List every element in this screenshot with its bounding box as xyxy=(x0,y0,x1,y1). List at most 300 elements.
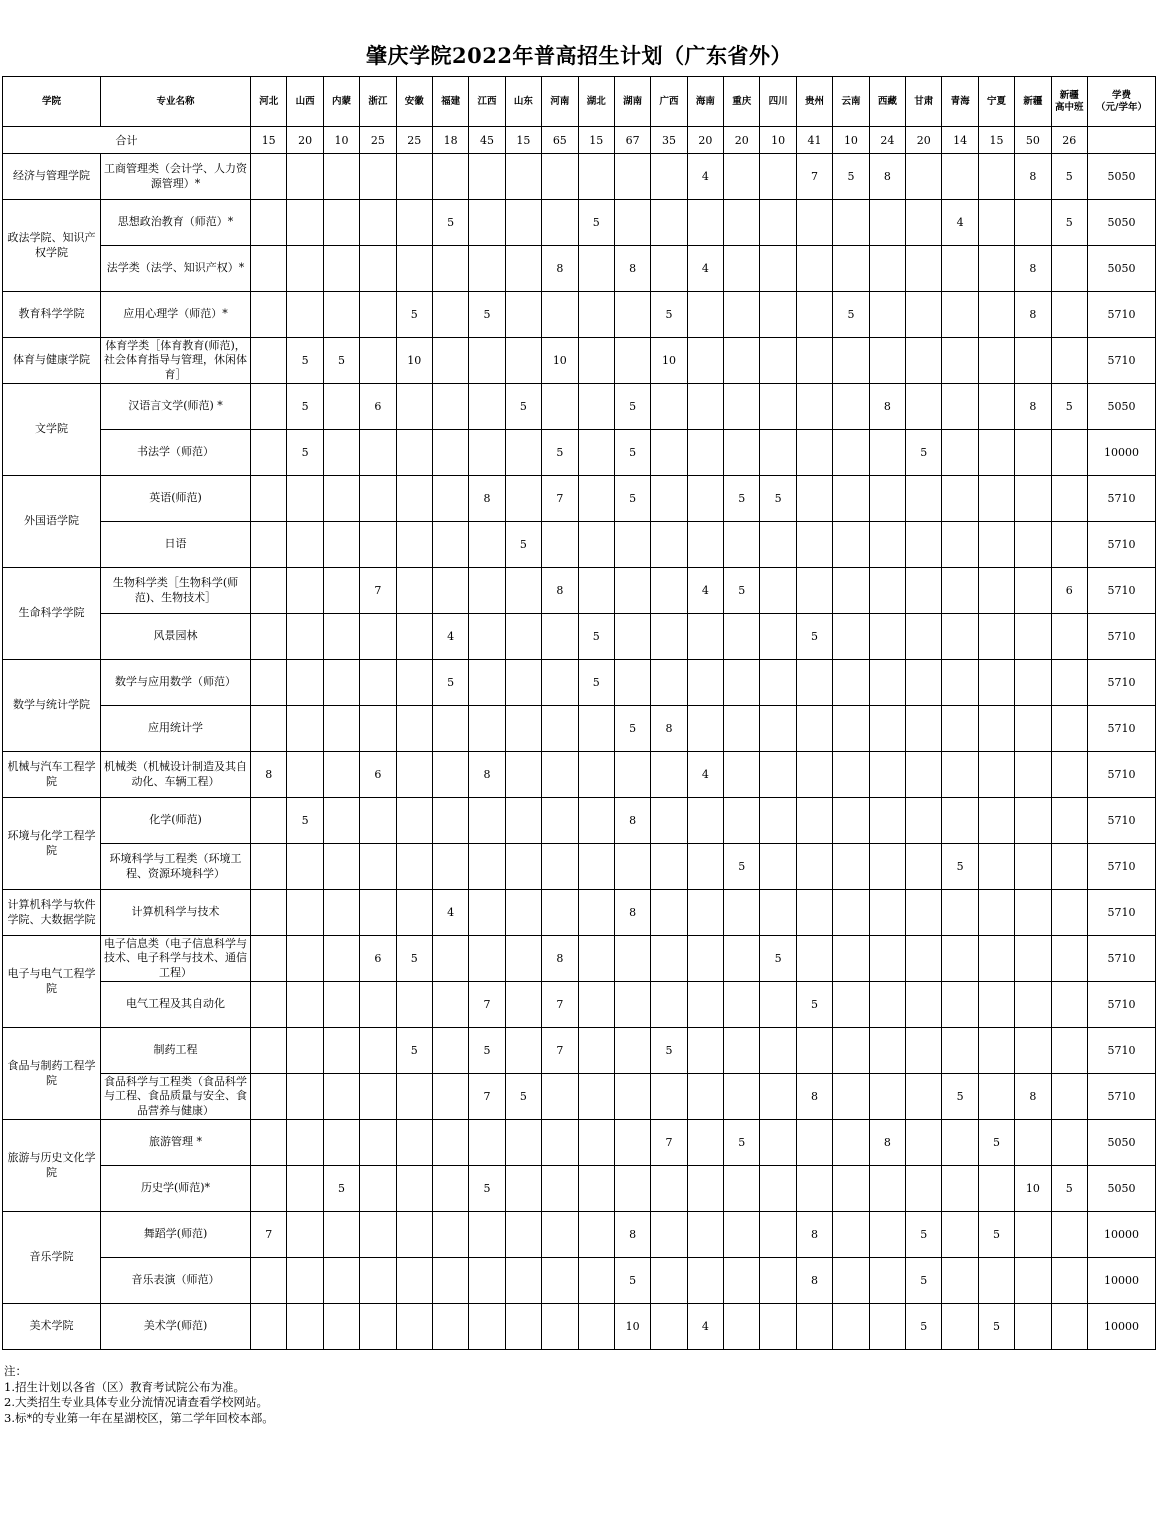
quota-cell xyxy=(796,568,832,614)
quota-cell xyxy=(651,660,687,706)
quota-cell xyxy=(323,568,359,614)
quota-cell: 6 xyxy=(360,752,396,798)
quota-cell xyxy=(796,1166,832,1212)
quota-cell xyxy=(287,936,323,982)
fee-cell: 10000 xyxy=(1087,1212,1155,1258)
college-cell: 数学与统计学院 xyxy=(3,660,101,752)
quota-cell xyxy=(396,154,432,200)
quota-cell xyxy=(542,798,578,844)
quota-cell xyxy=(942,660,978,706)
quota-cell xyxy=(651,1304,687,1350)
quota-cell: 8 xyxy=(869,384,905,430)
quota-cell xyxy=(1015,844,1051,890)
quota-cell xyxy=(869,798,905,844)
quota-cell: 5 xyxy=(942,1074,978,1120)
quota-cell: 5 xyxy=(724,476,760,522)
quota-cell xyxy=(323,614,359,660)
quota-cell xyxy=(432,292,468,338)
quota-cell xyxy=(323,706,359,752)
quota-cell xyxy=(323,798,359,844)
quota-cell xyxy=(978,476,1014,522)
quota-cell xyxy=(869,1028,905,1074)
header-province: 浙江 xyxy=(360,77,396,127)
quota-cell xyxy=(651,200,687,246)
header-province: 四川 xyxy=(760,77,796,127)
college-cell: 经济与管理学院 xyxy=(3,154,101,200)
fee-cell: 5050 xyxy=(1087,200,1155,246)
quota-cell xyxy=(760,338,796,384)
quota-cell xyxy=(869,292,905,338)
quota-cell xyxy=(469,890,505,936)
quota-cell xyxy=(833,1212,869,1258)
quota-cell xyxy=(1051,936,1087,982)
quota-cell xyxy=(469,706,505,752)
quota-cell xyxy=(760,752,796,798)
quota-cell xyxy=(687,1212,723,1258)
quota-cell: 8 xyxy=(469,752,505,798)
quota-cell xyxy=(1051,246,1087,292)
major-cell: 旅游管理 * xyxy=(101,1120,251,1166)
quota-cell xyxy=(505,752,541,798)
quota-cell xyxy=(614,1028,650,1074)
quota-cell xyxy=(287,890,323,936)
quota-cell: 5 xyxy=(287,798,323,844)
quota-cell: 7 xyxy=(251,1212,287,1258)
quota-cell: 10 xyxy=(651,338,687,384)
table-row xyxy=(3,752,1156,798)
total-cell: 50 xyxy=(1015,127,1051,154)
quota-cell: 10 xyxy=(1015,1166,1051,1212)
fee-cell: 5710 xyxy=(1087,292,1155,338)
quota-cell: 10 xyxy=(542,338,578,384)
quota-cell xyxy=(906,1120,942,1166)
quota-cell xyxy=(323,890,359,936)
quota-cell: 8 xyxy=(1015,1074,1051,1120)
quota-cell xyxy=(906,844,942,890)
quota-cell xyxy=(651,154,687,200)
quota-cell xyxy=(469,246,505,292)
college-cell: 音乐学院 xyxy=(3,1212,101,1304)
major-cell: 书法学（师范） xyxy=(101,430,251,476)
header-province: 重庆 xyxy=(724,77,760,127)
quota-cell xyxy=(1051,338,1087,384)
quota-cell xyxy=(978,200,1014,246)
quota-cell xyxy=(505,430,541,476)
quota-cell xyxy=(978,706,1014,752)
total-cell: 20 xyxy=(287,127,323,154)
quota-cell xyxy=(942,1212,978,1258)
quota-cell xyxy=(287,1304,323,1350)
total-row xyxy=(3,127,1156,154)
quota-cell: 5 xyxy=(796,982,832,1028)
quota-cell xyxy=(542,154,578,200)
note-line: 2.大类招生专业具体专业分流情况请查看学校网站。 xyxy=(4,1395,268,1409)
quota-cell xyxy=(942,1028,978,1074)
quota-cell: 5 xyxy=(906,1258,942,1304)
total-cell: 20 xyxy=(906,127,942,154)
quota-cell: 4 xyxy=(687,752,723,798)
quota-cell xyxy=(796,1028,832,1074)
header-province: 广西 xyxy=(651,77,687,127)
quota-cell xyxy=(360,1166,396,1212)
fee-cell: 5710 xyxy=(1087,752,1155,798)
quota-cell xyxy=(505,982,541,1028)
quota-cell xyxy=(323,200,359,246)
quota-cell xyxy=(760,292,796,338)
header-province: 云南 xyxy=(833,77,869,127)
quota-cell xyxy=(360,338,396,384)
table-row xyxy=(3,936,1156,982)
quota-cell xyxy=(360,1304,396,1350)
quota-cell xyxy=(869,706,905,752)
quota-cell xyxy=(724,522,760,568)
quota-cell xyxy=(833,522,869,568)
quota-cell xyxy=(251,430,287,476)
quota-cell xyxy=(542,706,578,752)
quota-cell xyxy=(505,798,541,844)
quota-cell xyxy=(833,568,869,614)
quota-cell xyxy=(396,384,432,430)
header-province: 河北 xyxy=(251,77,287,127)
quota-cell xyxy=(724,1212,760,1258)
quota-cell xyxy=(323,154,359,200)
quota-cell xyxy=(687,522,723,568)
quota-cell xyxy=(724,292,760,338)
quota-cell xyxy=(542,522,578,568)
quota-cell xyxy=(251,1258,287,1304)
quota-cell xyxy=(396,522,432,568)
quota-cell: 8 xyxy=(614,1212,650,1258)
quota-cell: 4 xyxy=(687,1304,723,1350)
fee-cell: 5710 xyxy=(1087,844,1155,890)
quota-cell: 4 xyxy=(432,890,468,936)
quota-cell xyxy=(251,844,287,890)
table-row xyxy=(3,384,1156,430)
quota-cell xyxy=(796,890,832,936)
quota-cell xyxy=(505,614,541,660)
quota-cell: 8 xyxy=(651,706,687,752)
header-province: 新疆 xyxy=(1015,77,1051,127)
table-row xyxy=(3,430,1156,476)
quota-cell xyxy=(287,1120,323,1166)
quota-cell xyxy=(1015,660,1051,706)
major-cell: 数学与应用数学（师范） xyxy=(101,660,251,706)
quota-cell xyxy=(323,936,359,982)
total-cell: 15 xyxy=(978,127,1014,154)
quota-cell xyxy=(432,154,468,200)
quota-cell xyxy=(1051,752,1087,798)
quota-cell xyxy=(760,890,796,936)
quota-cell xyxy=(906,292,942,338)
major-cell: 历史学(师范)* xyxy=(101,1166,251,1212)
quota-cell: 5 xyxy=(614,430,650,476)
fee-cell: 5710 xyxy=(1087,890,1155,936)
total-cell: 67 xyxy=(614,127,650,154)
quota-cell xyxy=(542,614,578,660)
major-cell: 英语(师范) xyxy=(101,476,251,522)
quota-cell xyxy=(287,522,323,568)
quota-cell xyxy=(323,1028,359,1074)
total-cell: 15 xyxy=(505,127,541,154)
quota-cell: 5 xyxy=(469,1166,505,1212)
college-cell: 外国语学院 xyxy=(3,476,101,568)
quota-cell xyxy=(978,1166,1014,1212)
quota-cell: 5 xyxy=(760,476,796,522)
college-cell: 计算机科学与软件学院、大数据学院 xyxy=(3,890,101,936)
quota-cell xyxy=(687,614,723,660)
quota-cell xyxy=(1051,476,1087,522)
quota-cell xyxy=(323,430,359,476)
quota-cell xyxy=(251,706,287,752)
quota-cell xyxy=(396,982,432,1028)
enrollment-plan-table xyxy=(2,76,1156,1350)
quota-cell xyxy=(760,1166,796,1212)
quota-cell: 5 xyxy=(505,1074,541,1120)
quota-cell xyxy=(614,1074,650,1120)
quota-cell xyxy=(869,844,905,890)
college-cell: 政法学院、知识产权学院 xyxy=(3,200,101,292)
quota-cell: 5 xyxy=(614,1258,650,1304)
quota-cell xyxy=(360,614,396,660)
quota-cell xyxy=(687,706,723,752)
quota-cell xyxy=(942,154,978,200)
major-cell: 风景园林 xyxy=(101,614,251,660)
quota-cell xyxy=(869,752,905,798)
quota-cell: 8 xyxy=(614,798,650,844)
quota-cell xyxy=(1015,1258,1051,1304)
quota-cell xyxy=(251,292,287,338)
total-cell: 20 xyxy=(687,127,723,154)
college-cell: 机械与汽车工程学院 xyxy=(3,752,101,798)
quota-cell xyxy=(906,200,942,246)
quota-cell: 10 xyxy=(396,338,432,384)
quota-cell xyxy=(1015,890,1051,936)
fee-cell: 5710 xyxy=(1087,798,1155,844)
quota-cell: 5 xyxy=(906,430,942,476)
header-province: 内蒙 xyxy=(323,77,359,127)
quota-cell xyxy=(760,200,796,246)
quota-cell xyxy=(833,1074,869,1120)
header-major: 专业名称 xyxy=(101,77,251,127)
fee-cell: 5710 xyxy=(1087,660,1155,706)
quota-cell xyxy=(1015,936,1051,982)
quota-cell xyxy=(287,1074,323,1120)
quota-cell xyxy=(251,338,287,384)
quota-cell: 7 xyxy=(796,154,832,200)
quota-cell xyxy=(614,1166,650,1212)
quota-cell xyxy=(323,982,359,1028)
quota-cell xyxy=(724,890,760,936)
quota-cell xyxy=(578,936,614,982)
quota-cell xyxy=(578,706,614,752)
quota-cell xyxy=(906,614,942,660)
quota-cell xyxy=(396,1212,432,1258)
quota-cell xyxy=(942,246,978,292)
quota-cell: 5 xyxy=(323,1166,359,1212)
quota-cell xyxy=(1051,844,1087,890)
quota-cell xyxy=(906,890,942,936)
quota-cell xyxy=(1051,1074,1087,1120)
header-province: 新疆 高中班 xyxy=(1051,77,1087,127)
quota-cell xyxy=(396,1304,432,1350)
quota-cell xyxy=(906,936,942,982)
quota-cell xyxy=(323,522,359,568)
quota-cell xyxy=(1051,614,1087,660)
quota-cell xyxy=(432,1212,468,1258)
quota-cell xyxy=(1015,338,1051,384)
total-cell: 10 xyxy=(323,127,359,154)
quota-cell: 5 xyxy=(724,568,760,614)
table-row xyxy=(3,1304,1156,1350)
quota-cell: 4 xyxy=(942,200,978,246)
quota-cell xyxy=(942,1120,978,1166)
total-cell: 14 xyxy=(942,127,978,154)
quota-cell xyxy=(869,936,905,982)
quota-cell xyxy=(469,384,505,430)
quota-cell xyxy=(1015,1212,1051,1258)
quota-cell xyxy=(978,1258,1014,1304)
total-cell: 20 xyxy=(724,127,760,154)
quota-cell xyxy=(614,982,650,1028)
note-line: 3.标*的专业第一年在星湖校区，第二学年回校本部。 xyxy=(4,1410,274,1425)
quota-cell xyxy=(869,246,905,292)
quota-cell xyxy=(942,522,978,568)
quota-cell xyxy=(651,522,687,568)
quota-cell xyxy=(469,660,505,706)
quota-cell xyxy=(614,154,650,200)
quota-cell xyxy=(833,1166,869,1212)
quota-cell xyxy=(760,154,796,200)
quota-cell xyxy=(542,890,578,936)
total-cell: 10 xyxy=(760,127,796,154)
quota-cell xyxy=(906,568,942,614)
quota-cell xyxy=(651,384,687,430)
quota-cell xyxy=(942,890,978,936)
quota-cell xyxy=(469,936,505,982)
quota-cell: 4 xyxy=(432,614,468,660)
quota-cell xyxy=(869,1304,905,1350)
header-row xyxy=(3,77,1156,127)
quota-cell xyxy=(505,476,541,522)
fee-cell: 5050 xyxy=(1087,1166,1155,1212)
quota-cell xyxy=(505,200,541,246)
header-province: 贵州 xyxy=(796,77,832,127)
quota-cell xyxy=(360,890,396,936)
quota-cell xyxy=(505,1120,541,1166)
quota-cell xyxy=(396,1074,432,1120)
quota-cell: 5 xyxy=(542,430,578,476)
quota-cell xyxy=(687,1120,723,1166)
quota-cell xyxy=(614,844,650,890)
quota-cell xyxy=(578,154,614,200)
table-row xyxy=(3,568,1156,614)
quota-cell xyxy=(505,1166,541,1212)
quota-cell xyxy=(796,200,832,246)
fee-cell: 5050 xyxy=(1087,154,1155,200)
quota-cell xyxy=(323,292,359,338)
table-row xyxy=(3,1120,1156,1166)
quota-cell xyxy=(614,292,650,338)
quota-cell xyxy=(651,752,687,798)
quota-cell xyxy=(432,1028,468,1074)
quota-cell xyxy=(724,660,760,706)
quota-cell xyxy=(942,476,978,522)
quota-cell xyxy=(578,752,614,798)
quota-cell xyxy=(978,338,1014,384)
college-cell: 教育科学学院 xyxy=(3,292,101,338)
quota-cell xyxy=(578,384,614,430)
quota-cell xyxy=(724,154,760,200)
quota-cell xyxy=(978,384,1014,430)
table-row xyxy=(3,798,1156,844)
quota-cell xyxy=(687,982,723,1028)
quota-cell xyxy=(251,936,287,982)
quota-cell xyxy=(978,430,1014,476)
quota-cell: 7 xyxy=(651,1120,687,1166)
fee-cell: 10000 xyxy=(1087,1258,1155,1304)
table-row xyxy=(3,522,1156,568)
quota-cell xyxy=(287,1212,323,1258)
quota-cell xyxy=(651,246,687,292)
table-row xyxy=(3,706,1156,752)
major-cell: 生物科学类［生物科学(师范)、生物技术］ xyxy=(101,568,251,614)
total-cell: 10 xyxy=(833,127,869,154)
quota-cell xyxy=(833,1304,869,1350)
major-cell: 食品科学与工程类（食品科学与工程、食品质量与安全、食品营养与健康） xyxy=(101,1074,251,1120)
quota-cell xyxy=(978,752,1014,798)
quota-cell xyxy=(432,1166,468,1212)
quota-cell xyxy=(760,660,796,706)
quota-cell xyxy=(505,568,541,614)
quota-cell xyxy=(396,246,432,292)
quota-cell: 5 xyxy=(724,1120,760,1166)
major-cell: 机械类（机械设计制造及其自动化、车辆工程） xyxy=(101,752,251,798)
quota-cell xyxy=(978,660,1014,706)
quota-cell xyxy=(760,1028,796,1074)
quota-cell xyxy=(724,246,760,292)
quota-cell xyxy=(833,338,869,384)
quota-cell xyxy=(432,568,468,614)
total-cell: 35 xyxy=(651,127,687,154)
quota-cell xyxy=(724,1074,760,1120)
quota-cell xyxy=(1051,982,1087,1028)
quota-cell xyxy=(505,1304,541,1350)
fee-cell: 5710 xyxy=(1087,1028,1155,1074)
quota-cell xyxy=(251,614,287,660)
college-cell: 旅游与历史文化学院 xyxy=(3,1120,101,1212)
quota-cell xyxy=(323,1258,359,1304)
quota-cell xyxy=(651,844,687,890)
quota-cell xyxy=(396,200,432,246)
header-province: 西藏 xyxy=(869,77,905,127)
quota-cell xyxy=(1051,1258,1087,1304)
quota-cell: 5 xyxy=(287,338,323,384)
header-province: 河南 xyxy=(542,77,578,127)
quota-cell xyxy=(724,936,760,982)
quota-cell: 5 xyxy=(833,154,869,200)
total-cell: 65 xyxy=(542,127,578,154)
quota-cell xyxy=(1051,660,1087,706)
quota-cell xyxy=(760,1120,796,1166)
quota-cell xyxy=(796,660,832,706)
quota-cell xyxy=(978,1028,1014,1074)
quota-cell xyxy=(469,844,505,890)
quota-cell xyxy=(251,568,287,614)
quota-cell xyxy=(578,568,614,614)
quota-cell xyxy=(978,246,1014,292)
quota-cell xyxy=(251,982,287,1028)
quota-cell: 8 xyxy=(1015,292,1051,338)
